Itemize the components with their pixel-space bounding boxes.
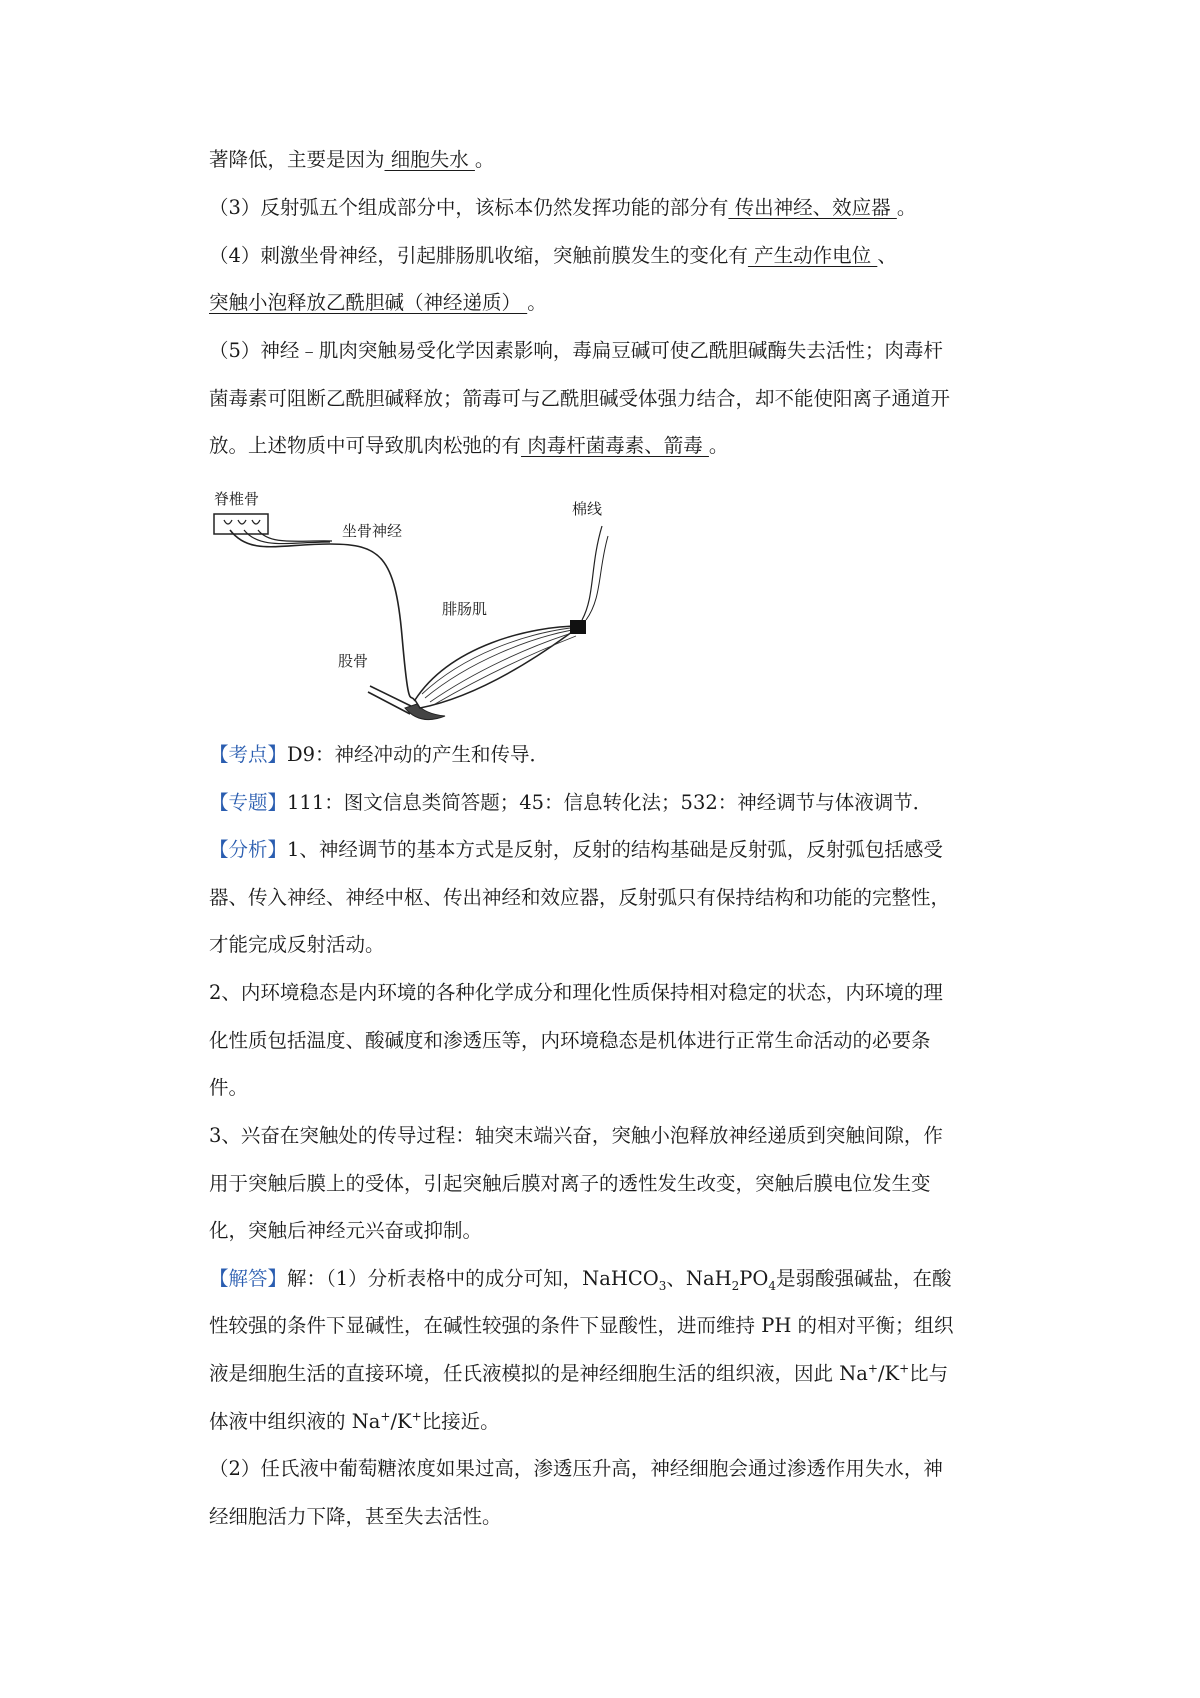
- answer-line-2-end: [209, 146, 1029, 174]
- label-femur: 股骨: [338, 652, 369, 670]
- text: （4）刺激坐骨神经，引起腓肠肌收缩，突触前膜发生的变化有: [209, 244, 748, 267]
- answer-line-5: （5）神经﹣肌肉突触易受化学因素影响，毒扁豆碱可使乙酰胆碱酶失去活性；肉毒杆: [209, 339, 943, 362]
- answer-line-5-cont: 菌毒素可阻断乙酰胆碱释放；箭毒可与乙酰胆碱受体强力结合，却不能使阳离子通道开: [209, 387, 951, 410]
- text: D9：神经冲动的产生和传导．: [287, 743, 550, 766]
- point-3-line-3: 化，突触后神经元兴奋或抑制。: [209, 1219, 483, 1242]
- text: 是弱酸强碱盐，在酸: [776, 1267, 952, 1290]
- text: 。: [708, 434, 729, 457]
- text: 比接近。: [421, 1410, 500, 1433]
- text: （3）反射弧五个组成部分中，该标本仍然发挥功能的部分有: [209, 196, 729, 219]
- point-3-line-2: 用于突触后膜上的受体，引起突触后膜对离子的透性发生改变，突触后膜电位发生变: [209, 1172, 931, 1195]
- tendon-knot: [570, 620, 586, 634]
- jieda-line-6: 经细胞活力下降，甚至失去活性。: [209, 1505, 502, 1528]
- specimen-diagram: [210, 486, 630, 726]
- jieda-line-3: [209, 1360, 1029, 1388]
- text: 111：图文信息类简答题；45：信息转化法；532：神经调节与体液调节．: [287, 791, 933, 814]
- point-3-line-1: 3、兴奋在突触处的传导过程：轴突末端兴奋，突触小泡释放神经递质到突触间隙，作: [209, 1124, 943, 1147]
- fenxi-line-2: 器、传入神经、神经中枢、传出神经和效应器，反射弧只有保持结构和功能的完整性，: [209, 886, 951, 909]
- text: PO: [739, 1267, 769, 1290]
- tag-kaodian: 【考点】: [209, 743, 288, 766]
- answer-line-4-cont: [209, 289, 1029, 317]
- label-thread: 棉线: [572, 500, 603, 518]
- text: 、NaH: [666, 1267, 732, 1290]
- text: /K: [390, 1410, 412, 1433]
- superscript: +: [411, 1409, 422, 1424]
- jieda-line-4: [209, 1408, 1029, 1436]
- subscript: 4: [768, 1278, 777, 1293]
- point-2-line-3: 件。: [209, 1076, 249, 1099]
- fenxi-line-3: 才能完成反射活动。: [209, 933, 385, 956]
- answer-blank: 突触小泡释放乙酰胆碱（神经递质）: [209, 291, 528, 314]
- label-sciatic-nerve: 坐骨神经: [342, 522, 403, 540]
- text: 解：（1）分析表格中的成分可知，NaHCO: [287, 1267, 659, 1290]
- text: 著降低，主要是因为: [209, 148, 385, 171]
- text: 放。上述物质中可导致肌肉松弛的有: [209, 434, 522, 457]
- answer-blank: 传出神经、效应器: [728, 196, 897, 219]
- subscript: 2: [731, 1278, 740, 1293]
- tag-zhuanti: 【专题】: [209, 791, 288, 814]
- point-2-line-2: 化性质包括温度、酸碱度和渗透压等，内环境稳态是机体进行正常生命活动的必要条: [209, 1029, 931, 1052]
- section-kaodian: [209, 741, 1029, 769]
- answer-blank: 产生动作电位: [747, 244, 878, 267]
- answer-line-3: [209, 194, 1029, 222]
- tag-fenxi: 【分析】: [209, 838, 288, 861]
- text: 。: [474, 148, 495, 171]
- point-2-line-1: 2、内环境稳态是内环境的各种化学成分和理化性质保持相对稳定的状态，内环境的理: [209, 981, 943, 1004]
- section-fenxi: [209, 836, 1029, 864]
- text: 、: [877, 244, 897, 267]
- label-spine: 脊椎骨: [214, 490, 260, 508]
- sciatic-nerve: [230, 530, 415, 701]
- jieda-line-5: （2）任氏液中葡萄糖浓度如果过高，渗透压升高，神经细胞会通过渗透作用失水，神: [209, 1457, 943, 1480]
- answer-line-5-end: [209, 432, 1029, 460]
- nerve-muscle-specimen-figure: [210, 486, 630, 726]
- jieda-line-2: 性较强的条件下显碱性，在碱性较强的条件下显酸性，进而维持 PH 的相对平衡；组织: [209, 1314, 954, 1337]
- text: 液是细胞生活的直接环境，任氏液模拟的是神经细胞生活的组织液，因此 Na: [209, 1362, 868, 1385]
- cotton-thread: [582, 526, 602, 620]
- subscript: 3: [658, 1278, 667, 1293]
- text: 体液中组织液的 Na: [209, 1410, 381, 1433]
- label-muscle: 腓肠肌: [442, 600, 488, 618]
- superscript: +: [867, 1361, 878, 1376]
- text: /K: [877, 1362, 900, 1385]
- text: 1、神经调节的基本方式是反射，反射的结构基础是反射弧，反射弧包括感受: [287, 838, 943, 861]
- answer-blank: 细胞失水: [384, 148, 475, 171]
- text: 。: [896, 196, 917, 219]
- answer-line-4: [209, 242, 1029, 270]
- text: 比与: [909, 1362, 949, 1385]
- section-zhuanti: [209, 789, 1029, 817]
- section-jieda: [209, 1265, 1029, 1293]
- superscript: +: [380, 1409, 391, 1424]
- superscript: +: [899, 1361, 910, 1376]
- tag-jieda: 【解答】: [209, 1267, 288, 1290]
- text: 。: [527, 291, 547, 314]
- answer-blank: 肉毒杆菌毒素、箭毒: [521, 434, 709, 457]
